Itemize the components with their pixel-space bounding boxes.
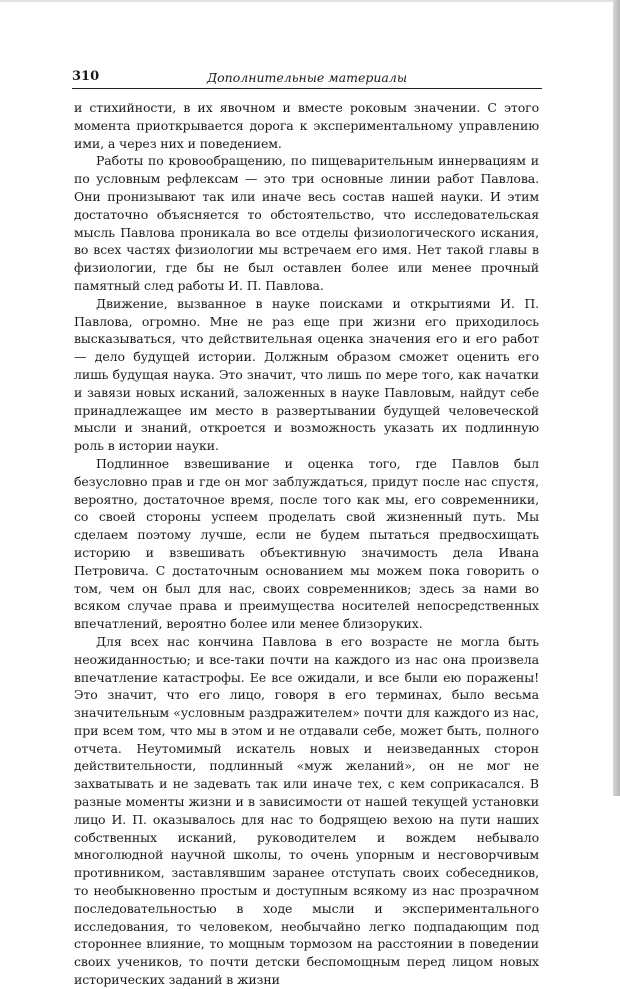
page-number: 310 (72, 69, 100, 84)
paragraph-continuation: и стихийности, в их явочном и вместе роковым значении. С этого момента приоткрывается дорога к экспериментальному управлению ими, а через них и поведением. (74, 100, 539, 151)
page-binding-edge (613, 0, 620, 796)
paragraph: Подлинное взвешивание и оценка того, где Павлов был безусловно прав и где он мог заблуждаться, придут после нас спустя, вероятно, достаточное время, после того как мы, его современники, со своей стороны успеем проделать свой жизненный путь. Мы сделаем поэтому лучше, если не будем пытаться предвосхищать историю и взвешивать объективную значимость дела Ивана Петровича. С достаточным основанием мы можем пока говорить о том, чем он был для нас, своих современников; здесь за нами во всяком случае права и преимущества носителей непосредственных впечатлений, вероятно более или менее близоруких. (74, 455, 539, 632)
paragraph: Работы по кровообращению, по пищеварительным иннервациям и по условным рефлексам — это три основные линии работ Павлова. Они пронизывают так или иначе весь состав нашей науки. И этим достаточно объясняется то обстоятельство, что исследовательская мысль Павлова проникала во все отделы физиологического искания, во всех частях физиологии мы встречаем его имя. Нет такой главы в физиологии, где бы не был оставлен более или менее прочный памятный след работы И. П. Павлова. (74, 153, 539, 293)
paragraph: Для всех нас кончина Павлова в его возрасте не могла быть неожиданностью; и все-таки почти на каждого из нас она произвела впечатление катастрофы. Ее все ожидали, и все были ею поражены! Это значит, что его лицо, говоря в его терминах, было весьма значительным «условным раздражителем» почти для каждого из нас, при всем том, что мы в этом и не отдавали себе, может быть, полного отчета. Неутомимый искатель новых и неизведанных сторон действительности, подлинный «муж желаний», он не мог не захватывать и не задевать так или иначе тех, с кем соприкасался. В разные моменты жизни и в зависимости от нашей текущей установки лицо И. П. оказывалось для нас то бодрящею вехою на пути наших собственных исканий, руководителем и вождем небывало многолюдной научной школы, то очень упорным и несговорчивым противником, заставлявшим заранее отступать своих собеседников, то необыкновенно простым и доступным всякому из нас прозрачном последовательностью в ходе мысли и экспериментального исследования, то человеком, необычайно легко подпадающим под стороннее влияние, то мощным тормозом на расстоянии в поведении своих учеников, то почти детски беспомощным перед лицом новых исторических заданий в жизни (74, 633, 539, 988)
header-rule (72, 88, 542, 89)
page-top-edge (0, 0, 620, 2)
body-text (74, 99, 539, 988)
running-head: Дополнительные материалы (206, 70, 408, 85)
page-header (72, 68, 542, 90)
paragraph: Движение, вызванное в науке поисками и открытиями И. П. Павлова, огромно. Мне не раз еще при жизни его приходилось высказываться, что действительная оценка значения его и его работ — дело будущей истории. Должным образом сможет оценить его лишь будущая наука. Это значит, что лишь по мере того, как начатки и завязи новых исканий, заложенных в науке Павловым, найдут себе принадлежащее им место в развертывании будущей человеческой мысли и знаний, откроется и возможность указать их подлинную роль в истории науки. (74, 295, 539, 454)
